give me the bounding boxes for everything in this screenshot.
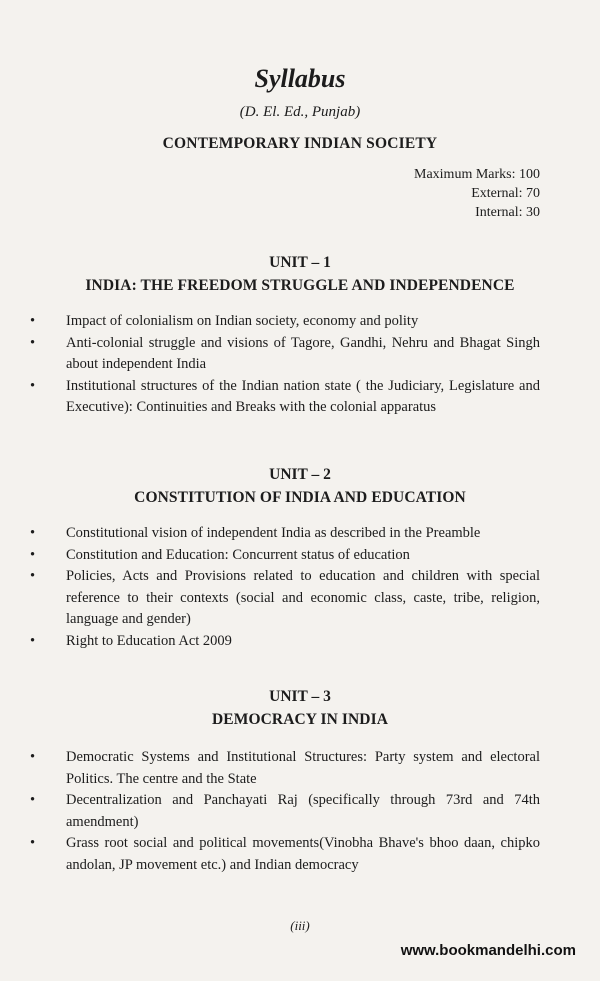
unit-3-list (30, 747, 540, 876)
external-marks: External: 70 (471, 186, 540, 201)
bullet-icon: • (30, 525, 36, 541)
maximum-marks: Maximum Marks: 100 (414, 167, 540, 182)
unit-1-heading: INDIA: THE FREEDOM STRUGGLE AND INDEPENDENCE (85, 277, 515, 294)
bullet-icon: • (30, 377, 36, 394)
bullet-icon: • (30, 568, 36, 584)
internal-marks: Internal: 30 (475, 205, 540, 220)
page-number: (iii) (290, 918, 310, 933)
bullet-icon: • (30, 835, 36, 851)
unit-3-label: UNIT – 3 (269, 688, 331, 705)
unit-1-label: UNIT – 1 (269, 254, 331, 271)
marks-block (414, 165, 540, 222)
list-item: • Constitution and Education: Concurrent status of education (30, 545, 540, 567)
list-item: • Grass root social and political movements(Vinobha Bhave's bhoo daan, chipko andolan, JP movement etc.) and Indian democracy (30, 835, 540, 873)
page-subtitle: (D. El. Ed., Punjab) (239, 104, 361, 120)
list-item: • Anti-colonial struggle and visions of Tagore, Gandhi, Nehru and Bhagat Singh about independent India (30, 334, 540, 372)
list-item: • Impact of colonialism on Indian society, economy and polity (30, 311, 540, 333)
bullet-icon: • (30, 792, 36, 808)
list-item: • Right to Education Act 2009 (30, 631, 540, 653)
unit-2-label: UNIT – 2 (269, 466, 331, 483)
watermark-url: www.bookmandelhi.com (400, 942, 576, 959)
page-title: Syllabus (254, 64, 346, 93)
list-item: • Constitutional vision of independent India as described in the Preamble (30, 523, 540, 545)
unit-1-list (30, 311, 540, 419)
bullet-icon: • (30, 632, 36, 649)
list-item: • Policies, Acts and Provisions related to education and children with special reference to their contexts (social and economic class, caste, tribe, religion, language and gender) (30, 568, 540, 627)
bullet-icon: • (30, 313, 36, 329)
list-item: • Institutional structures of the Indian nation state ( the Judiciary, Legislature and Executive): Continuities and Breaks with the colonial apparatus (30, 377, 540, 415)
list-item: • Decentralization and Panchayati Raj (specifically through 73rd and 74th amendment) (30, 792, 540, 830)
unit-3-heading: DEMOCRACY IN INDIA (211, 711, 389, 728)
bullet-icon: • (30, 334, 36, 351)
bullet-icon: • (30, 546, 36, 563)
course-title: CONTEMPORARY INDIAN SOCIETY (162, 135, 438, 152)
unit-2-list (30, 523, 540, 652)
unit-2-heading: CONSTITUTION OF INDIA AND EDUCATION (134, 489, 466, 506)
bullet-icon: • (30, 749, 36, 765)
list-item: • Democratic Systems and Institutional Structures: Party system and electoral Politics. The centre and the State (30, 749, 540, 787)
